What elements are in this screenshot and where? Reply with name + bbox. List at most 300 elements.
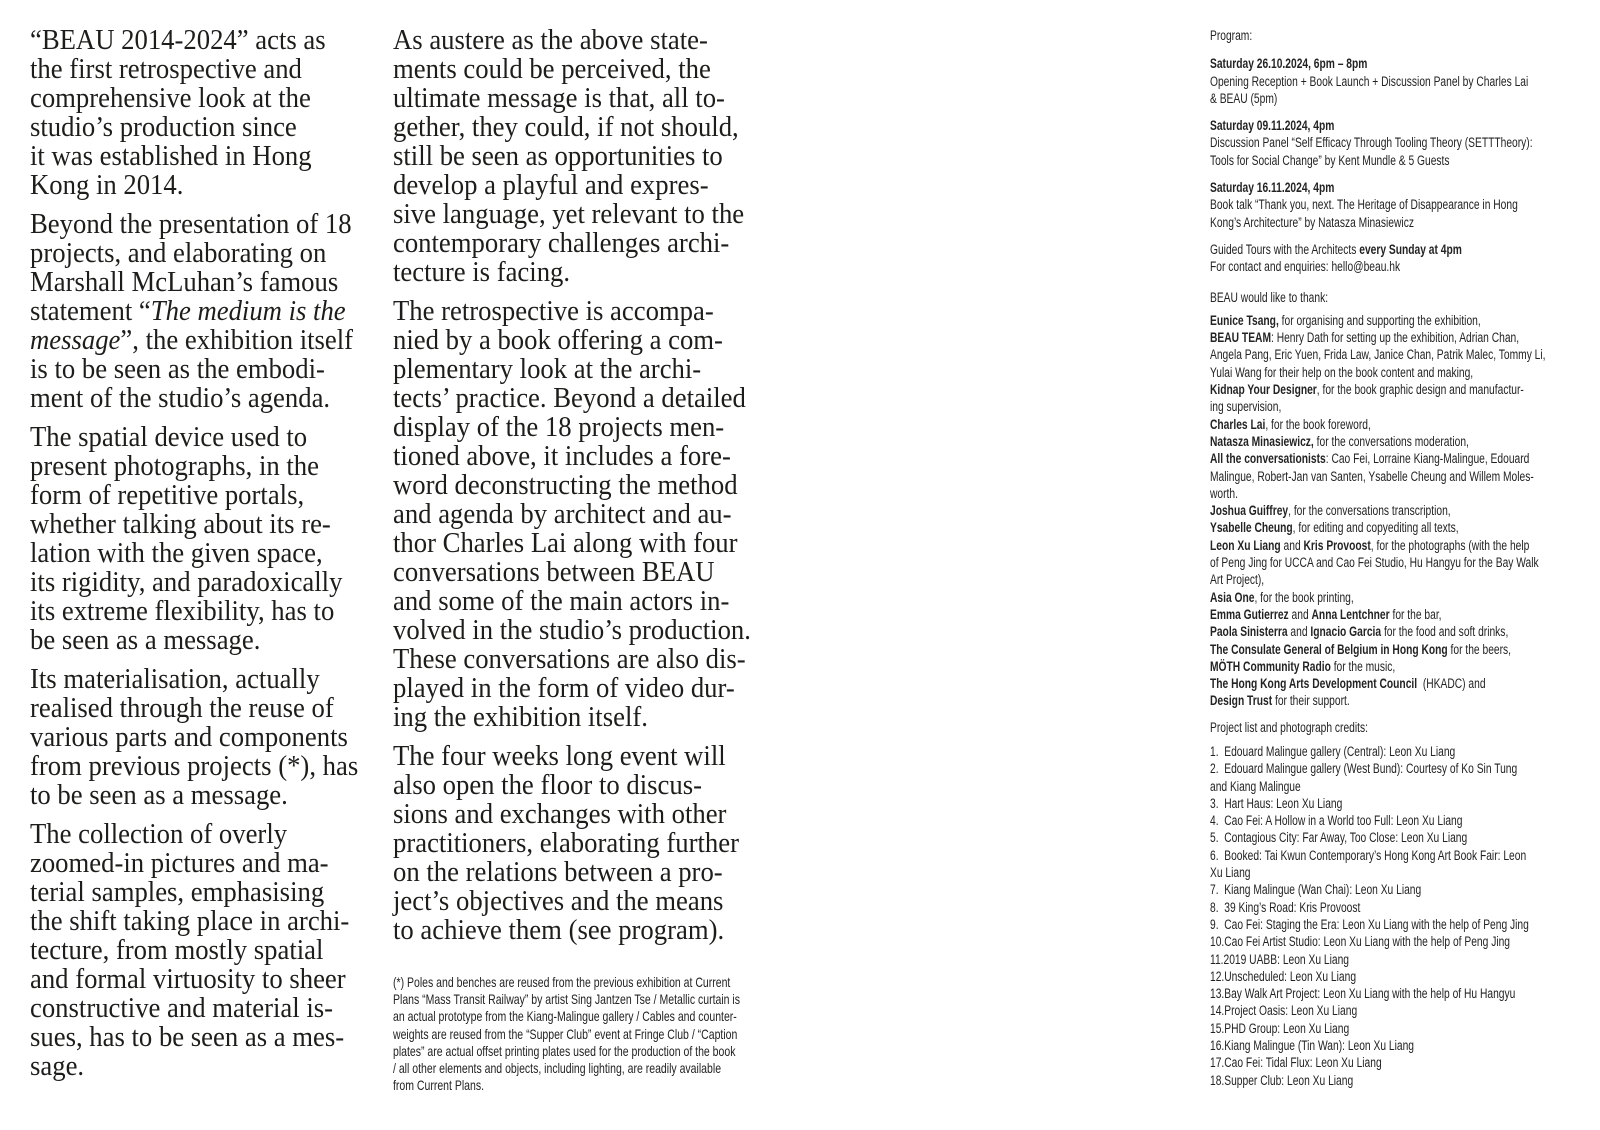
text-line [1210, 623, 1560, 640]
text-line [30, 781, 398, 810]
text-line [30, 297, 398, 326]
text-segment: ments could be perceived, the [393, 53, 711, 85]
text-segment: and [1287, 624, 1311, 640]
text-segment: present photographs, in the [30, 450, 319, 482]
text-line [1210, 933, 1560, 950]
text-segment: All the conversationists [1210, 451, 1326, 467]
text-line [393, 529, 798, 558]
text-line [30, 423, 398, 452]
text-line [393, 800, 798, 829]
text-line [1210, 398, 1560, 415]
text-segment: (*) Poles and benches are reused from the previous exhibition at Current [393, 974, 731, 990]
text-segment: for the conversations moderation, [1313, 433, 1469, 449]
text-segment: an actual prototype from the Kiang-Malingue gallery / Cables and counter- [393, 1008, 737, 1025]
text-segment: for their support. [1272, 693, 1350, 709]
text-line [1210, 1020, 1560, 1037]
text-line [1210, 554, 1560, 571]
text-segment: for the music, [1330, 658, 1396, 674]
text-line [1210, 795, 1560, 812]
text-line [393, 297, 798, 326]
text-segment: every Sunday at 4pm [1359, 241, 1462, 257]
text-segment: develop a playful and expres- [393, 169, 709, 201]
text-segment: & BEAU (5pm) [1210, 90, 1278, 106]
text-line [1210, 743, 1560, 760]
text-segment: plates” are actual offset printing plates used for the production of the book [393, 1042, 736, 1059]
text-segment: plementary look at the archi- [393, 353, 702, 385]
text-line [1210, 134, 1560, 151]
text-line [30, 1023, 398, 1052]
text-line [30, 965, 398, 994]
text-line [1210, 968, 1560, 985]
text-segment: Charles Lai [1210, 416, 1266, 432]
text-segment: Natasza Minasiewicz, [1210, 433, 1314, 449]
text-segment: gether, they could, if not should, [393, 111, 739, 143]
text-line [1210, 899, 1560, 916]
text-line [1210, 881, 1560, 898]
text-line [1210, 152, 1560, 169]
text-line [30, 171, 398, 200]
text-line [1210, 346, 1560, 363]
text-segment: / all other elements and objects, including lighting, are readily available [393, 1060, 722, 1077]
text-line [30, 723, 398, 752]
text-line [1210, 179, 1560, 196]
program-event-list [1210, 55, 1560, 231]
text-segment: tioned above, it includes a fore- [393, 440, 731, 472]
thanks-list [1210, 312, 1560, 710]
text-line [30, 142, 398, 171]
text-line [1210, 1037, 1560, 1054]
text-segment: Paola Sinisterra [1210, 624, 1288, 640]
text-line [30, 539, 398, 568]
text-segment: ject’s objectives and the means [393, 885, 724, 917]
text-segment: and [1280, 537, 1304, 553]
paragraph [393, 26, 798, 287]
text-line [30, 820, 398, 849]
text-segment: for the food and soft drinks, [1381, 624, 1509, 640]
text-line [30, 268, 398, 297]
text-line [30, 239, 398, 268]
text-segment: 2. Edouard Malingue gallery (West Bund): Courtesy of Ko Sin Tung [1210, 761, 1518, 777]
text-segment: : Henry Dath for setting up the exhibition, Adrian Chan, [1270, 330, 1520, 346]
text-segment: The spatial device used to [30, 421, 308, 453]
text-line [1210, 641, 1560, 658]
text-line [393, 829, 798, 858]
text-segment: and Kiang Malingue [1210, 778, 1301, 794]
text-segment: : Cao Fei, Lorraine Kiang-Malingue, Edouard [1325, 451, 1530, 467]
credits-heading: Project list and photograph credits: [1210, 719, 1368, 735]
text-segment: tecture is facing. [393, 256, 571, 288]
text-line [393, 974, 779, 991]
text-line [393, 200, 798, 229]
left-text-column [30, 26, 398, 1091]
text-segment: , for editing and copyediting all texts, [1292, 520, 1459, 536]
text-line [30, 55, 398, 84]
text-line [393, 258, 798, 287]
text-segment: As austere as the above state- [393, 24, 708, 56]
text-line [393, 674, 798, 703]
text-segment: the shift taking place in archi- [30, 905, 350, 937]
text-line [393, 355, 798, 384]
text-segment: Joshua Guiffrey [1210, 503, 1289, 519]
text-segment: , for the book printing, [1254, 589, 1354, 605]
text-segment: (HKADC) and [1417, 676, 1486, 692]
text-segment: for the bar, [1389, 606, 1442, 622]
text-line [393, 442, 798, 471]
text-line [1210, 675, 1560, 692]
text-segment: contemporary challenges archi- [393, 227, 730, 259]
text-segment: studio’s production since [30, 111, 297, 143]
text-segment: lation with the given space, [30, 537, 323, 569]
text-line [30, 210, 398, 239]
text-line [1210, 951, 1560, 968]
text-line [30, 907, 398, 936]
text-segment: Malingue, Robert-Jan van Santen, Ysabelle Cheung and Willem Moles- [1210, 468, 1534, 484]
text-segment: nied by a book offering a com- [393, 324, 723, 356]
text-segment: The four weeks long event will [393, 740, 726, 772]
text-segment: Xu Liang [1210, 865, 1251, 881]
text-segment: for organising and supporting the exhibition, [1278, 312, 1481, 328]
text-segment: These conversations are also dis- [393, 643, 746, 675]
text-segment: Angela Pang, Eric Yuen, Frida Law, Janice Chan, Patrik Malec, Tommy Li, [1210, 347, 1546, 363]
program-event [1210, 117, 1560, 169]
text-line [1210, 55, 1560, 72]
text-segment: Emma Gutierrez [1210, 606, 1289, 622]
text-segment: is to be seen as the embodi- [30, 353, 325, 385]
text-segment: 8. 39 King’s Road: Kris Provoost [1210, 899, 1361, 915]
text-segment: 10.Cao Fei Artist Studio: Leon Xu Liang with the help of Peng Jing [1210, 934, 1511, 950]
text-segment: weights are reused from the “Supper Club” event at Fringe Club / “Caption [393, 1025, 738, 1042]
text-line [1210, 196, 1560, 213]
text-line [1210, 241, 1560, 258]
text-segment: The Consulate General of Belgium in Hong Kong [1210, 641, 1448, 657]
text-line [393, 887, 798, 916]
text-line [393, 703, 798, 732]
text-segment: from Current Plans. [393, 1077, 485, 1094]
text-line [1210, 450, 1560, 467]
text-segment: , for the book foreword, [1265, 416, 1371, 432]
text-segment: be seen as a message. [30, 624, 261, 656]
text-line [30, 936, 398, 965]
text-segment: , for the photographs (with the help [1370, 537, 1530, 553]
text-segment: still be seen as opportunities to [393, 140, 723, 172]
text-segment: 4. Cao Fei: A Hollow in a World too Full: Leon Xu Liang [1210, 813, 1463, 829]
text-line [1210, 864, 1560, 881]
text-segment: Yulai Wang for their help on the book content and making, [1210, 364, 1474, 380]
text-line [30, 326, 398, 355]
text-line [393, 413, 798, 442]
text-line [393, 1008, 779, 1025]
text-line [393, 991, 779, 1008]
text-line [30, 113, 398, 142]
text-segment: sions and exchanges with other [393, 798, 727, 830]
text-line [1210, 416, 1560, 433]
text-segment: thor Charles Lai along with four [393, 527, 738, 559]
text-segment: Saturday 26.10.2024, 6pm – 8pm [1210, 56, 1368, 72]
text-line [1210, 760, 1560, 777]
text-line [30, 994, 398, 1023]
text-line [393, 558, 798, 587]
paragraph [393, 742, 798, 945]
paragraph [30, 210, 398, 413]
text-line [393, 171, 798, 200]
text-line [30, 384, 398, 413]
text-segment: 13.Bay Walk Art Project: Leon Xu Liang with the help of Hu Hangyu [1210, 986, 1516, 1002]
text-segment: and formal virtuosity to sheer [30, 963, 346, 995]
text-segment: of Peng Jing for UCCA and Cao Fei Studio, Hu Hangyu for the Bay Walk [1210, 555, 1539, 571]
text-line [30, 84, 398, 113]
text-line [30, 1052, 398, 1081]
text-segment: comprehensive look at the [30, 82, 311, 114]
text-segment: worth. [1210, 485, 1238, 501]
text-segment: 9. Cao Fei: Staging the Era: Leon Xu Liang with the help of Peng Jing [1210, 916, 1529, 932]
text-segment: realised through the reuse of [30, 692, 334, 724]
text-segment: 12.Unscheduled: Leon Xu Liang [1210, 968, 1357, 984]
text-line [1210, 214, 1560, 231]
text-segment: sage. [30, 1050, 85, 1082]
text-segment: ultimate message is that, all to- [393, 82, 725, 114]
text-line [1210, 916, 1560, 933]
text-line [1210, 692, 1560, 709]
text-segment: Marshall McLuhan’s famous [30, 266, 339, 298]
text-line [1210, 433, 1560, 450]
text-line [1210, 258, 1560, 275]
text-segment: constructive and material is- [30, 992, 334, 1024]
paragraph [30, 665, 398, 810]
text-segment: , for the conversations transcription, [1288, 503, 1451, 519]
guided-tours-block [1210, 241, 1560, 276]
text-line [1210, 778, 1560, 795]
text-segment: conversations between BEAU [393, 556, 715, 588]
text-line [393, 742, 798, 771]
text-line [1210, 90, 1560, 107]
text-segment: ment of the studio’s agenda. [30, 382, 331, 414]
text-segment: Ysabelle Cheung [1210, 520, 1293, 536]
text-segment: tects’ practice. Beyond a detailed [393, 382, 746, 414]
paragraph [393, 297, 798, 732]
text-line [1210, 589, 1560, 606]
text-segment: 3. Hart Haus: Leon Xu Liang [1210, 795, 1343, 811]
text-line [1210, 364, 1560, 381]
text-line [393, 1043, 779, 1060]
text-line [393, 1026, 779, 1043]
text-segment: also open the floor to discus- [393, 769, 702, 801]
text-segment: 1. Edouard Malingue gallery (Central): Leon Xu Liang [1210, 743, 1456, 759]
text-segment: The retrospective is accompa- [393, 295, 714, 327]
text-segment: for the beers, [1447, 641, 1512, 657]
text-segment: , for the book graphic design and manufactur- [1316, 382, 1524, 398]
text-segment: Anna Lentchner [1311, 606, 1390, 622]
text-segment: 6. Booked: Tai Kwun Contemporary’s Hong Kong Art Book Fair: Leon [1210, 847, 1527, 863]
text-line [30, 452, 398, 481]
text-line [1210, 1072, 1560, 1089]
text-segment: the first retrospective and [30, 53, 302, 85]
text-line [393, 771, 798, 800]
text-line [1210, 468, 1560, 485]
text-segment: ”, the exhibition itself [120, 324, 354, 356]
text-segment: Discussion Panel “Self Efficacy Through Tooling Theory (SETTTheory): [1210, 135, 1533, 151]
text-segment: various parts and components [30, 721, 348, 753]
text-line [393, 26, 798, 55]
text-line [393, 858, 798, 887]
text-segment: Tools for Social Change” by Kent Mundle & 5 Guests [1210, 152, 1450, 168]
text-line [1210, 485, 1560, 502]
text-line [1210, 606, 1560, 623]
text-line [393, 471, 798, 500]
text-segment: Art Project), [1210, 572, 1265, 588]
text-line [393, 1060, 779, 1077]
text-line [30, 878, 398, 907]
credits-list [1210, 743, 1560, 1089]
text-line [1210, 1002, 1560, 1019]
right-info-column [1210, 27, 1560, 1089]
text-line [1210, 329, 1560, 346]
text-segment: Kong in 2014. [30, 169, 184, 201]
text-segment: Asia One [1210, 589, 1255, 605]
text-line [1210, 537, 1560, 554]
text-line [393, 616, 798, 645]
text-segment: “BEAU 2014-2024” acts as [30, 24, 326, 56]
text-line [30, 481, 398, 510]
paragraph [30, 423, 398, 655]
text-line [393, 1077, 779, 1094]
text-line [393, 500, 798, 529]
text-segment: and agenda by architect and au- [393, 498, 732, 530]
text-line [1210, 502, 1560, 519]
text-segment: Kidnap Your Designer [1210, 382, 1317, 398]
text-segment: tecture, from mostly spatial [30, 934, 324, 966]
text-segment: played in the form of video dur- [393, 672, 735, 704]
text-line [1210, 829, 1560, 846]
text-segment: 15.PHD Group: Leon Xu Liang [1210, 1020, 1350, 1036]
text-line [30, 694, 398, 723]
paragraph [30, 820, 398, 1081]
text-segment: Plans “Mass Transit Railway” by artist Sing Jantzen Tse / Metallic curtain is [393, 991, 741, 1008]
text-line [30, 849, 398, 878]
text-segment: Beyond the presentation of 18 [30, 208, 352, 240]
text-segment: its rigidity, and paradoxically [30, 566, 343, 598]
text-line [30, 626, 398, 655]
text-segment: Its materialisation, actually [30, 663, 320, 695]
text-line [393, 142, 798, 171]
text-segment: The Hong Kong Arts Development Council [1210, 676, 1418, 692]
text-segment: whether talking about its re- [30, 508, 331, 540]
text-line [30, 597, 398, 626]
text-segment: 17.Cao Fei: Tidal Flux: Leon Xu Liang [1210, 1055, 1382, 1071]
text-segment: Saturday 16.11.2024, 4pm [1210, 180, 1335, 196]
text-segment: zoomed-in pictures and ma- [30, 847, 329, 879]
footnote-block [393, 974, 779, 1094]
text-segment: terial samples, emphasising [30, 876, 325, 908]
text-line [1210, 847, 1560, 864]
text-segment: Saturday 09.11.2024, 4pm [1210, 118, 1335, 134]
program-event [1210, 55, 1560, 107]
text-segment: Ignacio Garcia [1310, 624, 1382, 640]
text-segment: form of repetitive portals, [30, 479, 305, 511]
text-segment: 11.2019 UABB: Leon Xu Liang [1210, 951, 1349, 967]
text-line [1210, 117, 1560, 134]
text-segment: volved in the studio’s production. [393, 614, 751, 646]
text-segment: 5. Contagious City: Far Away, Too Close: Leon Xu Liang [1210, 830, 1468, 846]
text-segment: The medium is the [150, 295, 346, 327]
text-line [30, 568, 398, 597]
text-line [30, 752, 398, 781]
text-segment: its extreme flexibility, has to [30, 595, 335, 627]
text-line [30, 665, 398, 694]
text-segment: Eunice Tsang, [1210, 312, 1279, 328]
text-line [1210, 812, 1560, 829]
text-segment: to be seen as a message. [30, 779, 288, 811]
text-segment: For contact and enquiries: hello@beau.hk [1210, 259, 1401, 275]
text-line [30, 26, 398, 55]
text-line [30, 510, 398, 539]
text-segment: sive language, yet relevant to the [393, 198, 745, 230]
text-line [393, 113, 798, 142]
text-segment: projects, and elaborating on [30, 237, 327, 269]
text-line [30, 355, 398, 384]
thanks-heading: BEAU would like to thank: [1210, 289, 1329, 305]
program-event [1210, 179, 1560, 231]
text-line [393, 384, 798, 413]
text-segment: Opening Reception + Book Launch + Discussion Panel by Charles Lai [1210, 73, 1529, 89]
text-segment: Book talk “Thank you, next. The Heritage of Disappearance in Hong [1210, 197, 1518, 213]
text-segment: 14.Project Oasis: Leon Xu Liang [1210, 1003, 1358, 1019]
text-line [393, 229, 798, 258]
text-segment: ing supervision, [1210, 399, 1282, 415]
text-segment: Design Trust [1210, 693, 1273, 709]
text-segment: ing the exhibition itself. [393, 701, 648, 733]
text-line [1210, 519, 1560, 536]
text-line [1210, 312, 1560, 329]
text-segment: Guided Tours with the Architects [1210, 241, 1360, 257]
text-segment: MÖTH Community Radio [1210, 658, 1331, 674]
text-line [393, 916, 798, 945]
text-segment: 16.Kiang Malingue (Tin Wan): Leon Xu Liang [1210, 1038, 1415, 1054]
text-line [393, 587, 798, 616]
text-segment: sues, has to be seen as a mes- [30, 1021, 345, 1053]
text-segment: practitioners, elaborating further [393, 827, 739, 859]
text-segment: from previous projects (*), has [30, 750, 359, 782]
middle-text-column [393, 26, 798, 955]
text-segment: display of the 18 projects men- [393, 411, 725, 443]
text-segment: The collection of overly [30, 818, 288, 850]
text-segment: 7. Kiang Malingue (Wan Chai): Leon Xu Liang [1210, 882, 1422, 898]
text-segment: and [1288, 606, 1312, 622]
text-line [1210, 73, 1560, 90]
text-segment: statement “ [30, 295, 151, 327]
text-segment: on the relations between a pro- [393, 856, 723, 888]
text-line [393, 645, 798, 674]
text-segment: Kong’s Architecture” by Natasza Minasiewicz [1210, 214, 1414, 230]
text-line [1210, 381, 1560, 398]
text-segment: it was established in Hong [30, 140, 312, 172]
program-heading: Program: [1210, 28, 1253, 43]
text-segment: message [30, 324, 121, 356]
text-line [1210, 658, 1560, 675]
text-segment: and some of the main actors in- [393, 585, 730, 617]
text-line [393, 84, 798, 113]
paragraph [30, 26, 398, 200]
text-segment: 18.Supper Club: Leon Xu Liang [1210, 1072, 1354, 1088]
text-segment: Kris Provoost [1303, 537, 1371, 553]
text-line [393, 326, 798, 355]
text-segment: to achieve them (see program). [393, 914, 725, 946]
text-line [393, 55, 798, 84]
text-segment: word deconstructing the method [393, 469, 738, 501]
text-line [1210, 1054, 1560, 1071]
text-line [1210, 571, 1560, 588]
text-line [1210, 985, 1560, 1002]
text-segment: Leon Xu Liang [1210, 537, 1281, 553]
